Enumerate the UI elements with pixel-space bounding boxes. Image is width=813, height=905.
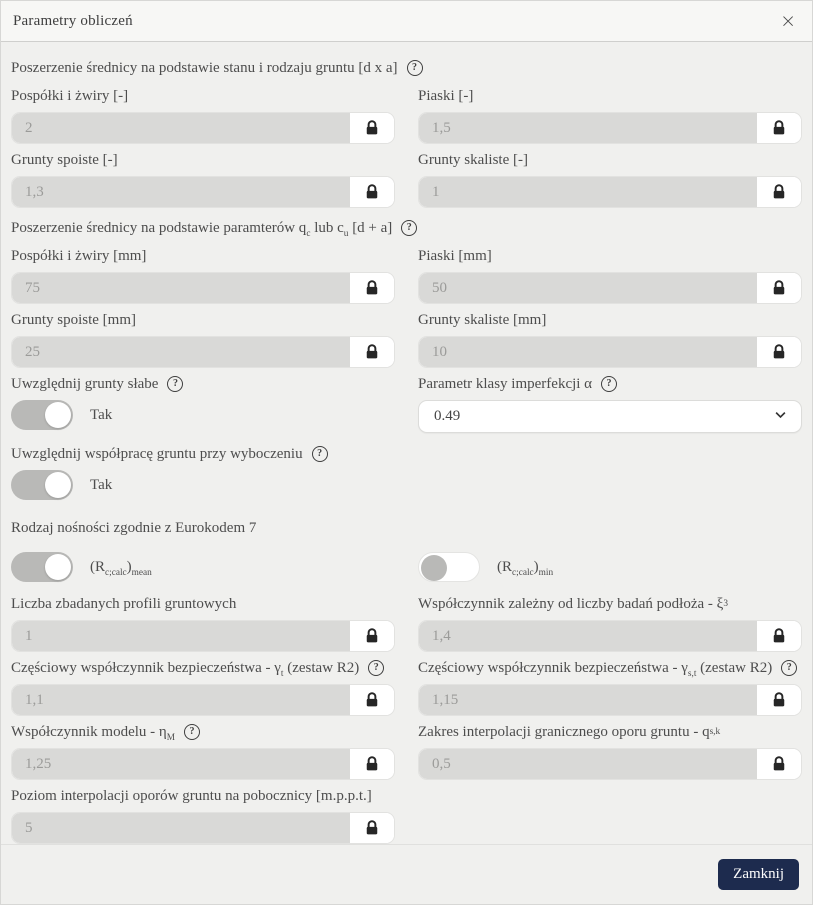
input-grunty-skaliste-dxa[interactable]: [418, 176, 802, 208]
select-label: [418, 374, 802, 394]
input-grunty-spoiste-mm[interactable]: [11, 336, 395, 368]
field-label: Zakres interpolacji granicznego oporu gruntu - q s,k: [418, 724, 721, 740]
toggle-knob: [45, 472, 71, 498]
group-rc-calc-min: [418, 552, 802, 582]
input-value: 1,1: [12, 685, 350, 715]
toggle-knob: [45, 554, 71, 580]
select-label-text: Parametr klasy imperfekcji α: [418, 376, 593, 392]
toggle-rc-calc-min-label: $(R_{c;calc})_{min}$: [497, 558, 554, 578]
field-pospolki-zwiry-mm: [11, 246, 395, 304]
heading-rodzaj-nosnosci-text: Rodzaj nośności zgodnie z Eurokodem 7: [11, 520, 257, 536]
input-value: 1,25: [12, 749, 350, 779]
help-icon[interactable]: ?: [601, 376, 617, 392]
field-label-text: Częściowy współczynnik bezpieczeństwa - $\gamma_{s,t}$ (zestaw R2): [418, 660, 773, 679]
dialog-footer: [1, 844, 812, 904]
input-value: 1,3: [12, 177, 350, 207]
input-value: 1,4: [419, 621, 757, 651]
toggle-state-label: Tak: [90, 406, 113, 423]
field-label: Pospółki i żwiry [mm]: [11, 248, 147, 264]
dialog-body: [1, 42, 812, 844]
toggle-label-text: Uwzględnij grunty słabe: [11, 376, 159, 392]
lock-icon: [350, 113, 394, 143]
dialog-title: Parametry obliczeń: [13, 12, 133, 29]
help-icon[interactable]: ?: [184, 724, 200, 740]
input-value: 50: [419, 273, 757, 303]
input-gamma-t[interactable]: [11, 684, 395, 716]
group-wspolpraca-gruntu: [11, 444, 395, 508]
input-liczba-profili[interactable]: [11, 620, 395, 652]
group-parametr-imperfekcji: [418, 374, 802, 433]
field-label-text: Częściowy współczynnik bezpieczeństwa - $\gamma_t$ (zestaw R2): [11, 660, 360, 679]
field-label: Grunty spoiste [-]: [11, 152, 118, 168]
lock-icon: [350, 337, 394, 367]
field-qsk: [418, 722, 802, 780]
heading-poszerzenie-dxa-text: Poszerzenie średnicy na podstawie stanu i rodzaju gruntu [d x a]: [11, 60, 398, 76]
toggle-label: [11, 374, 395, 394]
heading-poszerzenie-qc-cu-text: Poszerzenie średnicy na podstawie paramterów $q_c$ lub $c_u$ [d + a]: [11, 220, 393, 239]
field-label: Piaski [mm]: [418, 248, 492, 264]
heading-rodzaj-nosnosci: [11, 518, 802, 538]
field-label: Piaski [-]: [418, 88, 474, 104]
close-button[interactable]: Zamknij: [718, 859, 799, 890]
field-label: Współczynnik zależny od liczby badań podłoża - ξ 3: [418, 596, 728, 612]
select-parametr-imperfekcji[interactable]: [418, 400, 802, 433]
field-piaski-dxa: [418, 86, 802, 144]
toggle-wspolpraca-gruntu[interactable]: [11, 470, 73, 500]
input-gamma-st[interactable]: [418, 684, 802, 716]
input-qsk[interactable]: [418, 748, 802, 780]
group-rc-calc-mean: [11, 552, 395, 582]
input-eta-m[interactable]: [11, 748, 395, 780]
toggle-label-text: Uwzględnij współpracę gruntu przy wyboczeniu: [11, 446, 303, 462]
input-value: 0,5: [419, 749, 757, 779]
field-grunty-spoiste-dxa: [11, 150, 395, 208]
field-label: Pospółki i żwiry [-]: [11, 88, 129, 104]
input-value: 1: [12, 621, 350, 651]
group-grunty-slabe: [11, 374, 395, 438]
select-value: 0.49: [434, 408, 461, 424]
lock-icon: [350, 273, 394, 303]
field-eta-m: [11, 722, 395, 780]
input-value: 75: [12, 273, 350, 303]
lock-icon: [350, 621, 394, 651]
field-liczba-profili: [11, 594, 395, 652]
input-value: 5: [12, 813, 350, 843]
field-label: Grunty spoiste [mm]: [11, 312, 136, 328]
field-pospolki-zwiry-dxa: [11, 86, 395, 144]
field-grunty-skaliste-mm: [418, 310, 802, 368]
heading-poszerzenie-dxa: [11, 58, 802, 78]
lock-icon: [757, 113, 801, 143]
input-value: 2: [12, 113, 350, 143]
toggle-knob: [45, 402, 71, 428]
chevron-down-icon: [773, 407, 788, 427]
input-grunty-skaliste-mm[interactable]: [418, 336, 802, 368]
input-piaski-mm[interactable]: [418, 272, 802, 304]
input-value: 1: [419, 177, 757, 207]
input-wspolczynnik-xi3[interactable]: [418, 620, 802, 652]
field-label: Poziom interpolacji oporów gruntu na pobocznicy [m.p.p.t.]: [11, 788, 372, 804]
toggle-label: [11, 444, 395, 464]
lock-icon: [757, 337, 801, 367]
field-wspolczynnik-xi3: [418, 594, 802, 652]
field-gamma-t: [11, 658, 395, 716]
input-pospolki-zwiry-dxa[interactable]: [11, 112, 395, 144]
input-poziom-interpolacji[interactable]: [11, 812, 395, 844]
lock-icon: [350, 685, 394, 715]
input-value: 1,5: [419, 113, 757, 143]
lock-icon: [757, 621, 801, 651]
help-icon[interactable]: ?: [312, 446, 328, 462]
help-icon[interactable]: ?: [781, 660, 797, 676]
lock-icon: [757, 273, 801, 303]
field-label: Grunty skaliste [mm]: [418, 312, 547, 328]
lock-icon: [757, 177, 801, 207]
field-grunty-spoiste-mm: [11, 310, 395, 368]
input-value: 1,15: [419, 685, 757, 715]
help-icon[interactable]: ?: [167, 376, 183, 392]
field-poziom-interpolacji: [11, 786, 395, 844]
help-icon[interactable]: ?: [368, 660, 384, 676]
help-icon[interactable]: ?: [401, 220, 417, 236]
toggle-rc-calc-mean[interactable]: [11, 552, 73, 582]
input-value: 10: [419, 337, 757, 367]
input-grunty-spoiste-dxa[interactable]: [11, 176, 395, 208]
toggle-state-label: Tak: [90, 476, 113, 493]
help-icon[interactable]: ?: [407, 60, 423, 76]
toggle-grunty-slabe[interactable]: [11, 400, 73, 430]
input-value: 25: [12, 337, 350, 367]
lock-icon: [350, 813, 394, 843]
input-piaski-dxa[interactable]: [418, 112, 802, 144]
lock-icon: [350, 749, 394, 779]
input-pospolki-zwiry-mm[interactable]: [11, 272, 395, 304]
field-label: [11, 658, 395, 678]
toggle-knob: [421, 555, 447, 581]
field-label: [11, 722, 395, 742]
field-grunty-skaliste-dxa: [418, 150, 802, 208]
toggle-rc-calc-min[interactable]: [418, 552, 480, 582]
close-icon[interactable]: ×: [780, 9, 796, 32]
field-label: Liczba zbadanych profili gruntowych: [11, 596, 237, 612]
lock-icon: [757, 685, 801, 715]
field-label: Grunty skaliste [-]: [418, 152, 528, 168]
field-gamma-st: [418, 658, 802, 716]
field-label: [418, 658, 802, 678]
dialog-header: [1, 1, 812, 42]
lock-icon: [757, 749, 801, 779]
toggle-rc-calc-mean-label: $(R_{c;calc})_{mean}$: [90, 558, 152, 578]
field-label-text: Współczynnik modelu - $\eta_M$: [11, 724, 176, 743]
field-piaski-mm: [418, 246, 802, 304]
heading-poszerzenie-qc-cu: [11, 218, 802, 238]
lock-icon: [350, 177, 394, 207]
